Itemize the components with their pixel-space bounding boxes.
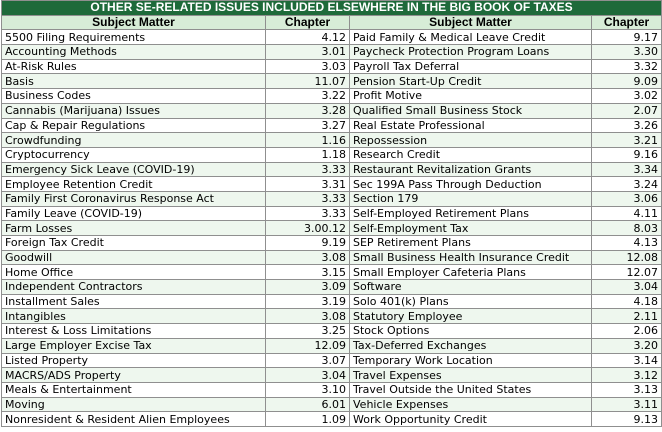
subject-cell-right: Qualified Small Business Stock bbox=[350, 103, 592, 118]
header-subject-right: Subject Matter bbox=[350, 15, 592, 30]
subject-cell-left: Family Leave (COVID-19) bbox=[2, 206, 266, 221]
chapter-cell-right: 2.07 bbox=[592, 103, 662, 118]
table-row bbox=[2, 280, 662, 295]
subject-cell-left: Family First Coronavirus Response Act bbox=[2, 191, 266, 206]
table-row bbox=[2, 368, 662, 383]
chapter-cell-left: 3.27 bbox=[266, 118, 350, 133]
chapter-cell-right: 3.34 bbox=[592, 162, 662, 177]
chapter-cell-left: 3.00.12 bbox=[266, 221, 350, 236]
subject-cell-left: Crowdfunding bbox=[2, 133, 266, 148]
chapter-cell-left: 4.12 bbox=[266, 30, 350, 45]
subject-cell-left: Meals & Entertainment bbox=[2, 382, 266, 397]
subject-cell-right: Travel Outside the United States bbox=[350, 382, 592, 397]
subject-cell-right: Vehicle Expenses bbox=[350, 397, 592, 412]
subject-cell-right: Repossession bbox=[350, 133, 592, 148]
table-row bbox=[2, 147, 662, 162]
chapter-cell-left: 3.10 bbox=[266, 382, 350, 397]
subject-cell-right: Paid Family & Medical Leave Credit bbox=[350, 30, 592, 45]
subject-cell-left: Nonresident & Resident Alien Employees bbox=[2, 412, 266, 427]
table-row bbox=[2, 103, 662, 118]
table-row bbox=[2, 382, 662, 397]
chapter-cell-right: 3.04 bbox=[592, 280, 662, 295]
chapter-cell-left: 6.01 bbox=[266, 397, 350, 412]
chapter-cell-right: 3.21 bbox=[592, 133, 662, 148]
chapter-cell-left: 3.09 bbox=[266, 280, 350, 295]
subject-cell-left: Home Office bbox=[2, 265, 266, 280]
title-row bbox=[2, 1, 662, 16]
chapter-cell-right: 2.11 bbox=[592, 309, 662, 324]
chapter-cell-right: 9.16 bbox=[592, 147, 662, 162]
chapter-cell-left: 12.09 bbox=[266, 338, 350, 353]
subject-cell-right: Stock Options bbox=[350, 324, 592, 339]
chapter-cell-right: 3.12 bbox=[592, 368, 662, 383]
table-row bbox=[2, 353, 662, 368]
chapter-cell-left: 9.19 bbox=[266, 236, 350, 251]
table-row bbox=[2, 338, 662, 353]
header-subject-left: Subject Matter bbox=[2, 15, 266, 30]
subject-cell-right: Small Employer Cafeteria Plans bbox=[350, 265, 592, 280]
subject-cell-left: Cannabis (Marijuana) Issues bbox=[2, 103, 266, 118]
chapter-cell-right: 3.11 bbox=[592, 397, 662, 412]
table-row bbox=[2, 74, 662, 89]
chapter-cell-right: 9.17 bbox=[592, 30, 662, 45]
subject-cell-right: Self-Employment Tax bbox=[350, 221, 592, 236]
subject-cell-right: Solo 401(k) Plans bbox=[350, 294, 592, 309]
subject-cell-right: Software bbox=[350, 280, 592, 295]
subject-cell-left: Intangibles bbox=[2, 309, 266, 324]
chapter-cell-right: 2.06 bbox=[592, 324, 662, 339]
table-row bbox=[2, 221, 662, 236]
chapter-cell-right: 3.24 bbox=[592, 177, 662, 192]
subject-cell-left: Installment Sales bbox=[2, 294, 266, 309]
subject-cell-left: Moving bbox=[2, 397, 266, 412]
subject-cell-left: Foreign Tax Credit bbox=[2, 236, 266, 251]
chapter-cell-right: 3.14 bbox=[592, 353, 662, 368]
subject-cell-left: Large Employer Excise Tax bbox=[2, 338, 266, 353]
table-row bbox=[2, 89, 662, 104]
table-row bbox=[2, 133, 662, 148]
subject-cell-right: Section 179 bbox=[350, 191, 592, 206]
subject-cell-right: Profit Motive bbox=[350, 89, 592, 104]
subject-cell-right: Restaurant Revitalization Grants bbox=[350, 162, 592, 177]
table-title: OTHER SE-RELATED ISSUES INCLUDED ELSEWHERE IN THE BIG BOOK OF TAXES bbox=[2, 1, 662, 16]
table-row bbox=[2, 118, 662, 133]
table-row bbox=[2, 236, 662, 251]
table-row bbox=[2, 309, 662, 324]
chapter-cell-right: 8.03 bbox=[592, 221, 662, 236]
subject-cell-left: Goodwill bbox=[2, 250, 266, 265]
subject-cell-right: Tax-Deferred Exchanges bbox=[350, 338, 592, 353]
chapter-cell-left: 1.16 bbox=[266, 133, 350, 148]
table-row bbox=[2, 191, 662, 206]
table-row bbox=[2, 265, 662, 280]
subject-cell-left: Accounting Methods bbox=[2, 45, 266, 60]
subject-cell-left: Cryptocurrency bbox=[2, 147, 266, 162]
chapter-cell-right: 4.11 bbox=[592, 206, 662, 221]
table-row bbox=[2, 324, 662, 339]
subject-cell-left: Independent Contractors bbox=[2, 280, 266, 295]
header-chapter-left: Chapter bbox=[266, 15, 350, 30]
subject-cell-right: SEP Retirement Plans bbox=[350, 236, 592, 251]
table-row bbox=[2, 206, 662, 221]
chapter-cell-right: 3.13 bbox=[592, 382, 662, 397]
chapter-cell-left: 1.18 bbox=[266, 147, 350, 162]
subject-cell-left: Interest & Loss Limitations bbox=[2, 324, 266, 339]
issues-table bbox=[1, 0, 662, 427]
chapter-cell-right: 12.07 bbox=[592, 265, 662, 280]
chapter-cell-right: 9.09 bbox=[592, 74, 662, 89]
subject-cell-right: Statutory Employee bbox=[350, 309, 592, 324]
subject-cell-right: Small Business Health Insurance Credit bbox=[350, 250, 592, 265]
table-row bbox=[2, 397, 662, 412]
table-row bbox=[2, 162, 662, 177]
chapter-cell-left: 3.08 bbox=[266, 309, 350, 324]
chapter-cell-left: 3.03 bbox=[266, 59, 350, 74]
chapter-cell-left: 3.19 bbox=[266, 294, 350, 309]
subject-cell-left: Basis bbox=[2, 74, 266, 89]
chapter-cell-left: 3.31 bbox=[266, 177, 350, 192]
chapter-cell-left: 3.22 bbox=[266, 89, 350, 104]
table-row bbox=[2, 30, 662, 45]
chapter-cell-right: 12.08 bbox=[592, 250, 662, 265]
header-chapter-right: Chapter bbox=[592, 15, 662, 30]
table-row bbox=[2, 177, 662, 192]
subject-cell-left: 5500 Filing Requirements bbox=[2, 30, 266, 45]
table-row bbox=[2, 412, 662, 427]
subject-cell-right: Paycheck Protection Program Loans bbox=[350, 45, 592, 60]
issues-table-container bbox=[1, 0, 661, 427]
chapter-cell-right: 3.32 bbox=[592, 59, 662, 74]
subject-cell-right: Research Credit bbox=[350, 147, 592, 162]
chapter-cell-right: 9.13 bbox=[592, 412, 662, 427]
chapter-cell-left: 3.28 bbox=[266, 103, 350, 118]
table-row bbox=[2, 59, 662, 74]
chapter-cell-left: 3.01 bbox=[266, 45, 350, 60]
subject-cell-right: Temporary Work Location bbox=[350, 353, 592, 368]
subject-cell-left: Cap & Repair Regulations bbox=[2, 118, 266, 133]
subject-cell-right: Work Opportunity Credit bbox=[350, 412, 592, 427]
subject-cell-left: Farm Losses bbox=[2, 221, 266, 236]
chapter-cell-right: 3.06 bbox=[592, 191, 662, 206]
subject-cell-left: Business Codes bbox=[2, 89, 266, 104]
subject-cell-right: Real Estate Professional bbox=[350, 118, 592, 133]
chapter-cell-left: 3.33 bbox=[266, 206, 350, 221]
chapter-cell-left: 3.04 bbox=[266, 368, 350, 383]
chapter-cell-right: 3.20 bbox=[592, 338, 662, 353]
chapter-cell-right: 4.18 bbox=[592, 294, 662, 309]
subject-cell-right: Self-Employed Retirement Plans bbox=[350, 206, 592, 221]
subject-cell-left: Employee Retention Credit bbox=[2, 177, 266, 192]
chapter-cell-left: 1.09 bbox=[266, 412, 350, 427]
subject-cell-left: At-Risk Rules bbox=[2, 59, 266, 74]
subject-cell-left: Listed Property bbox=[2, 353, 266, 368]
chapter-cell-left: 3.07 bbox=[266, 353, 350, 368]
chapter-cell-right: 4.13 bbox=[592, 236, 662, 251]
chapter-cell-right: 3.02 bbox=[592, 89, 662, 104]
table-row bbox=[2, 250, 662, 265]
table-body bbox=[2, 30, 662, 427]
chapter-cell-right: 3.26 bbox=[592, 118, 662, 133]
chapter-cell-left: 3.15 bbox=[266, 265, 350, 280]
subject-cell-left: MACRS/ADS Property bbox=[2, 368, 266, 383]
table-row bbox=[2, 45, 662, 60]
subject-cell-right: Payroll Tax Deferral bbox=[350, 59, 592, 74]
chapter-cell-left: 3.25 bbox=[266, 324, 350, 339]
subject-cell-right: Travel Expenses bbox=[350, 368, 592, 383]
chapter-cell-left: 3.08 bbox=[266, 250, 350, 265]
subject-cell-right: Sec 199A Pass Through Deduction bbox=[350, 177, 592, 192]
chapter-cell-right: 3.30 bbox=[592, 45, 662, 60]
subject-cell-right: Pension Start-Up Credit bbox=[350, 74, 592, 89]
chapter-cell-left: 3.33 bbox=[266, 162, 350, 177]
chapter-cell-left: 11.07 bbox=[266, 74, 350, 89]
subject-cell-left: Emergency Sick Leave (COVID-19) bbox=[2, 162, 266, 177]
table-row bbox=[2, 294, 662, 309]
chapter-cell-left: 3.33 bbox=[266, 191, 350, 206]
header-row bbox=[2, 15, 662, 30]
